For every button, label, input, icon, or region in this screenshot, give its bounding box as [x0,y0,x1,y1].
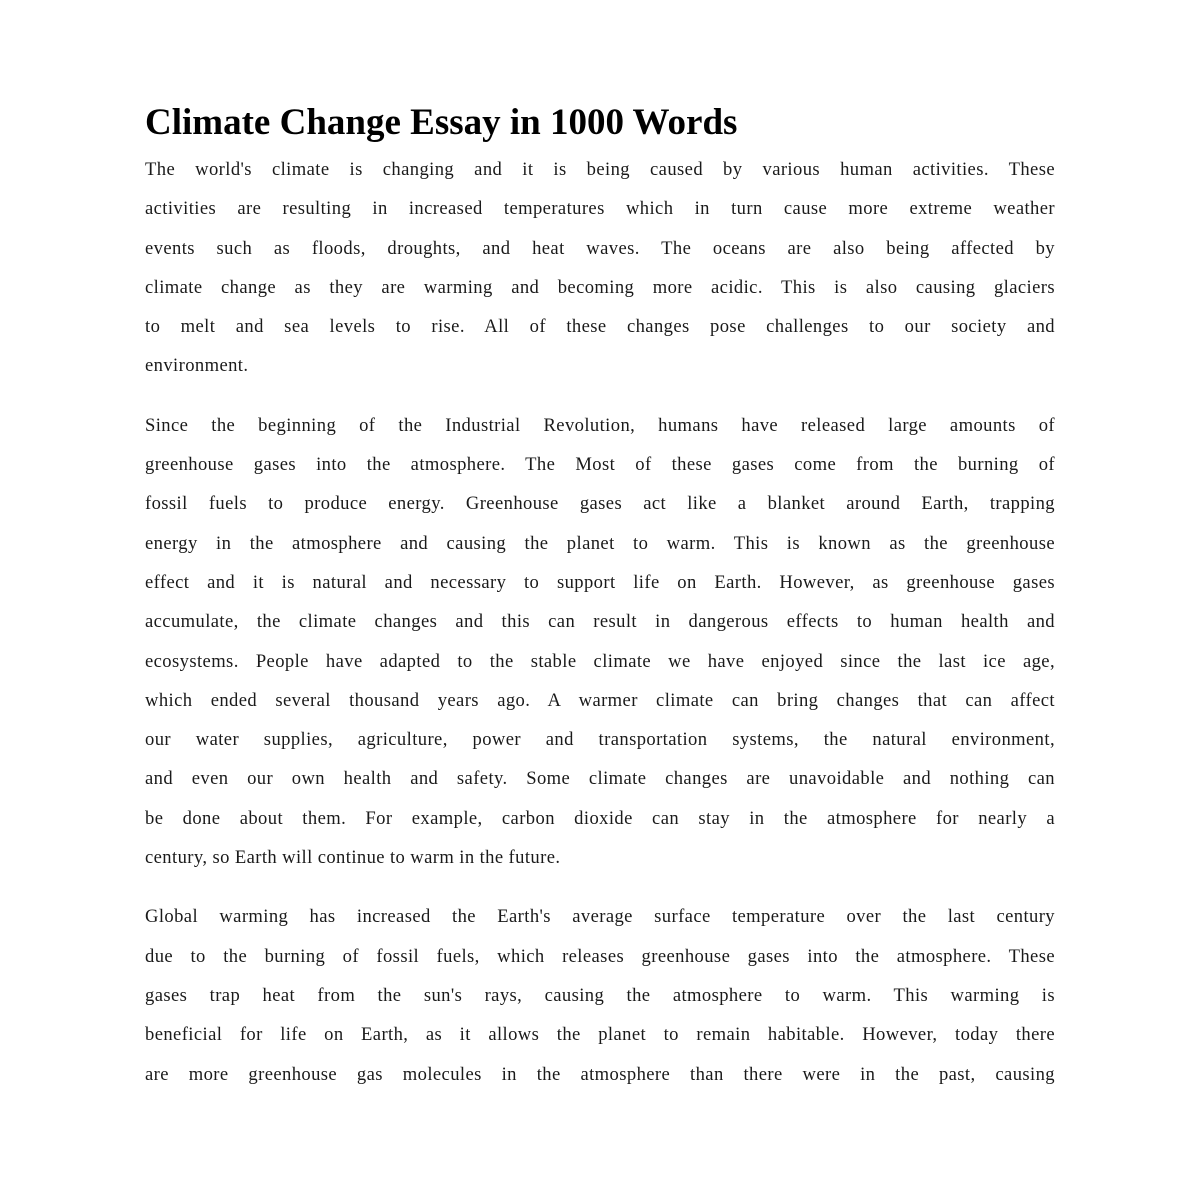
text-line: beneficial for life on Earth, as it allows the planet to remain habitable. However, today there [145,1024,1055,1046]
text-line: which ended several thousand years ago. A warmer climate can bring changes that can affect [145,689,1055,711]
text-line: events such as floods, droughts, and heat waves. The oceans are also being affected by [145,237,1055,259]
text-line: and even our own health and safety. Some climate changes are unavoidable and nothing can [145,768,1055,790]
text-line: to melt and sea levels to rise. All of these changes pose challenges to our society and [145,316,1055,338]
text-line: Since the beginning of the Industrial Revolution, humans have released large amounts of [145,414,1055,436]
text-line: Global warming has increased the Earth's average surface temperature over the last century [145,906,1055,928]
text-line: due to the burning of fossil fuels, which releases greenhouse gases into the atmosphere. These [145,945,1055,967]
text-line: climate change as they are warming and becoming more acidic. This is also causing glaciers [145,276,1055,298]
essay-title: Climate Change Essay in 1000 Words [145,102,738,143]
text-line: century, so Earth will continue to warm in the future. [145,847,561,869]
essay-page [145,96,1055,1114]
text-line: accumulate, the climate changes and this can result in dangerous effects to human health and [145,611,1055,633]
text-line: energy in the atmosphere and causing the planet to warm. This is known as the greenhouse [145,532,1055,554]
paragraph-2 [145,406,1055,878]
paragraph-1 [145,150,1055,386]
text-line: our water supplies, agriculture, power and transportation systems, the natural environment, [145,729,1055,751]
text-line: be done about them. For example, carbon dioxide can stay in the atmosphere for nearly a [145,807,1055,829]
text-line: The world's climate is changing and it is being caused by various human activities. These [145,159,1055,180]
text-line: fossil fuels to produce energy. Greenhouse gases act like a blanket around Earth, trapping [145,493,1055,515]
text-line: effect and it is natural and necessary to support life on Earth. However, as greenhouse gases [145,571,1055,593]
text-line: activities are resulting in increased temperatures which in turn cause more extreme weather [145,198,1055,220]
text-line: are more greenhouse gas molecules in the atmosphere than there were in the past, causing [145,1063,1055,1085]
text-line: ecosystems. People have adapted to the stable climate we have enjoyed since the last ice age, [145,650,1055,672]
text-line: gases trap heat from the sun's rays, causing the atmosphere to warm. This warming is [145,984,1055,1006]
text-line: greenhouse gases into the atmosphere. The Most of these gases come from the burning of [145,454,1055,476]
paragraph-3 [145,897,1055,1093]
text-line: environment. [145,355,249,377]
